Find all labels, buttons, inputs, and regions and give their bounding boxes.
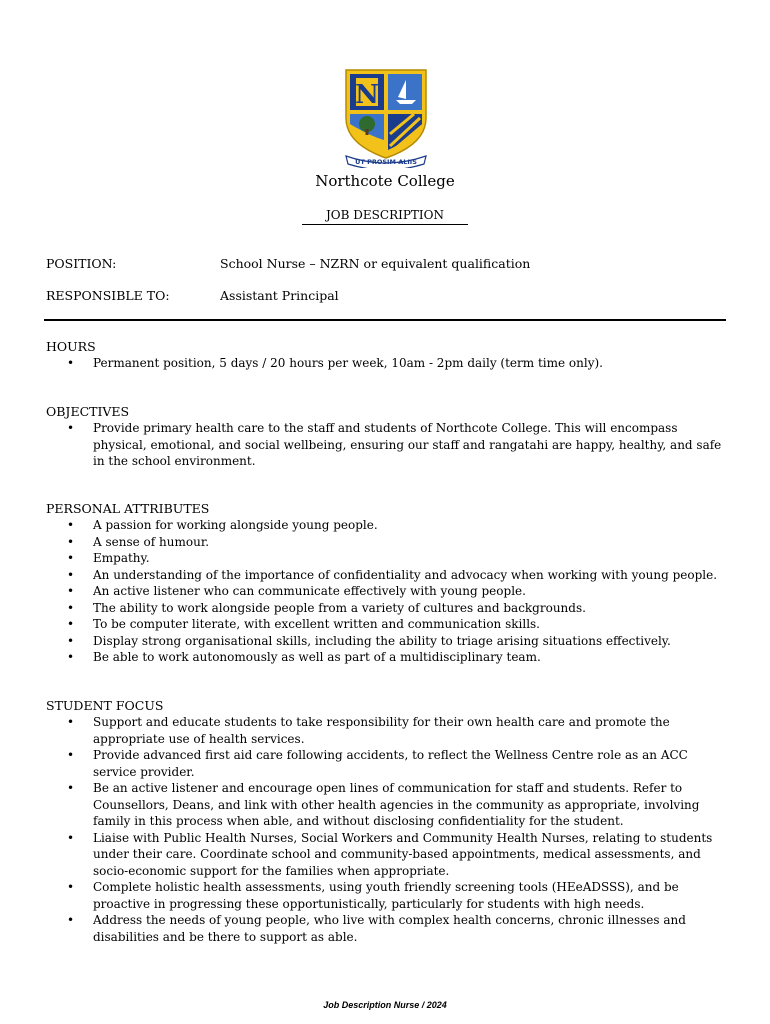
- list-item: • Address the needs of young people, who live with complex health concerns, chronic illnesses and disabilities and be there to support as able.: [46, 912, 726, 945]
- college-crest-logo: [340, 66, 432, 168]
- list-item: • Be able to work autonomously as well as part of a multidisciplinary team.: [46, 649, 726, 666]
- list-item: • Provide advanced first aid care following accidents, to reflect the Wellness Centre role as an ACC service provider.: [46, 747, 726, 780]
- college-name: Northcote College: [315, 172, 455, 190]
- list-item: • Display strong organisational skills, including the ability to triage arising situations effectively.: [46, 633, 726, 650]
- section-objectives: [46, 404, 726, 470]
- list-item: • Provide primary health care to the staff and students of Northcote College. This will encompass physical, emotional, and social wellbeing, ensuring our staff and rangatahi are happy, healthy, and safe in the school environment.: [46, 420, 726, 470]
- section-heading: OBJECTIVES: [46, 404, 130, 419]
- document-title: JOB DESCRIPTION: [302, 208, 468, 225]
- list-item: • To be computer literate, with excellent written and communication skills.: [46, 616, 726, 633]
- position-value: School Nurse – NZRN or equivalent qualification: [220, 256, 531, 271]
- svg-text:N: N: [355, 80, 379, 110]
- section-heading: PERSONAL ATTRIBUTES: [46, 501, 210, 516]
- section-hours: [46, 339, 726, 372]
- section-personal-attributes: [46, 501, 726, 666]
- list-item: • Empathy.: [46, 550, 726, 567]
- section-heading: HOURS: [46, 339, 96, 354]
- responsible-to-label: RESPONSIBLE TO:: [46, 288, 170, 303]
- position-label: POSITION:: [46, 256, 117, 271]
- list-item: • An active listener who can communicate effectively with young people.: [46, 583, 726, 600]
- svg-text:UT PROSIM ALIIS: UT PROSIM ALIIS: [355, 158, 417, 166]
- list-item: • An understanding of the importance of confidentiality and advocacy when working with young people.: [46, 567, 726, 584]
- list-item: • The ability to work alongside people from a variety of cultures and backgrounds.: [46, 600, 726, 617]
- list-item: • A passion for working alongside young people.: [46, 517, 726, 534]
- list-item: • Support and educate students to take responsibility for their own health care and promote the appropriate use of health services.: [46, 714, 726, 747]
- list-item: • Be an active listener and encourage open lines of communication for staff and students. Refer to Counsellors, Deans, and link with other health agencies in the community as appropriate, involving family in this process when able, and without disclosing confidentiality for the student.: [46, 780, 726, 830]
- list-item: • Liaise with Public Health Nurses, Social Workers and Community Health Nurses, relating to students under their care. Coordinate school and community-based appointments, medical assessments, and socio-economic support for the families when appropriate.: [46, 830, 726, 880]
- section-heading: STUDENT FOCUS: [46, 698, 164, 713]
- page-footer: Job Description Nurse / 2024: [323, 1000, 447, 1010]
- section-student-focus: [46, 698, 726, 945]
- divider-rule: [44, 319, 726, 321]
- list-item: • A sense of humour.: [46, 534, 726, 551]
- list-item: • Complete holistic health assessments, using youth friendly screening tools (HEeADSSS), and be proactive in progressing these opportunistically, particularly for students with high needs.: [46, 879, 726, 912]
- list-item: • Permanent position, 5 days / 20 hours per week, 10am - 2pm daily (term time only).: [46, 355, 726, 372]
- responsible-to-value: Assistant Principal: [220, 288, 339, 303]
